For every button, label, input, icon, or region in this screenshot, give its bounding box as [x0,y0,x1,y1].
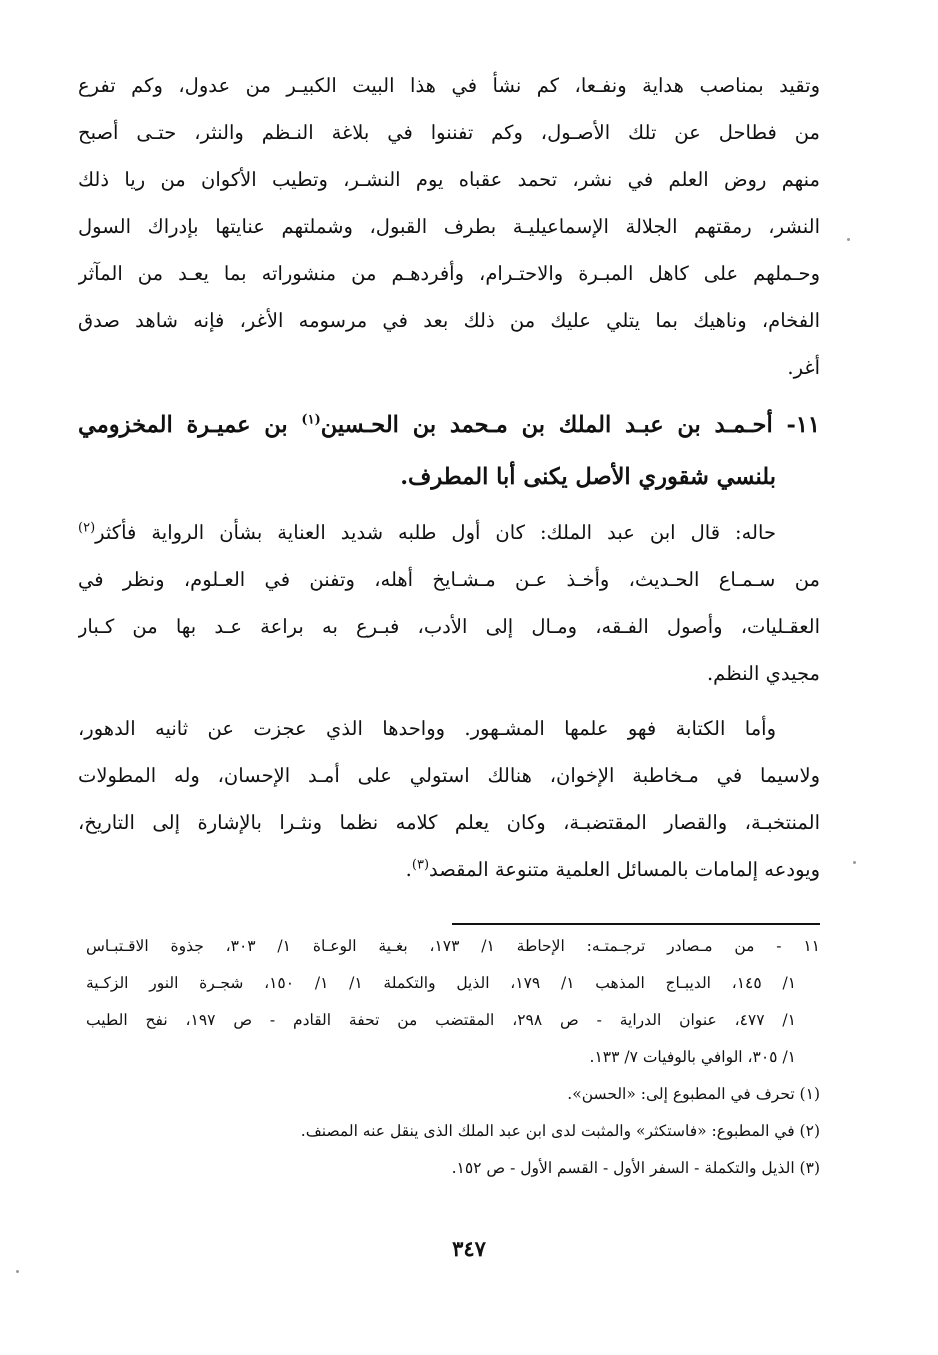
text-line: المنتخبـة، والقصار المقتضبـة، وكان يعلم كلامه نظما ونثـرا بالإشارة إلى التاريخ، [78,811,820,834]
heading-text: ١١- أحـمـد بن عبـد الملك بن مـحمد بن الحـسين [320,412,820,438]
page-number: ٣٤٧ [452,1236,486,1261]
text-line: أغر. [787,356,820,379]
text-line: مجيدي النظم. [706,662,820,685]
text-line: العقـليات، وأصول الفـقه، ومـال إلى الأدب، فبـرع به براعة عـد بها من كـبار [78,615,820,638]
text-line: وتقيد بمناصب هداية ونفـعا، كم نشأ في هذا البيت الكبيـر من عدول، وكم تفرع [78,74,820,97]
text-line: من فطاحل عن تلك الأصـول، وكم تفننوا في بلاغة النـظم والنثر، حتـى أصبح [78,121,820,144]
scan-speck [847,238,850,241]
text-line [78,846,820,893]
paragraph-intro [78,62,820,391]
text-line [78,509,820,556]
footnote-line: (٢) في المطبوع: «فاستكثر» والمثبت لدى ابن عبد الملك الذى ينقل عنه المصنف. [300,1122,820,1140]
page-body [78,62,820,893]
footnote-line: ١/ ٣٠٥، الوافي بالوفيات ٧/ ١٣٣. [589,1048,796,1066]
text-run: ويودعه إلمامات بالمسائل العلمية متنوعة المقصد [429,858,820,881]
footnotes [86,928,820,1187]
paragraph-writing [78,705,820,893]
footnote-separator [452,923,820,925]
heading-line: بلنسي شقوري الأصل يكنى أبا المطرف. [400,464,776,490]
text-line: النشر، رمقتهم الجلالة الإسماعيليـة بطرف القبول، وشملتهم عنايتها بإدراك السول [78,215,820,238]
entry-heading [78,399,820,503]
scan-speck [16,1270,19,1273]
footnote-line: ١/ ١٤٥، الديبـاج المذهب ١/ ١٧٩، الذيل والتكملة ١/ ١/ ١٥٠، شجـرة النور الزكـية [86,974,797,992]
footnote-line: (٣) الذيل والتكملة - السفر الأول - القسم الأول - ص ١٥٢. [451,1159,820,1177]
text-line: وأما الكتابة فهو علمها المشـهور. وواحدها الذي عجزت عن ثانيه الدهور، [78,717,776,740]
footnote-marker: (١) [301,412,321,428]
text-line: الفخام، وناهيك بما يتلي عليك من ذلك بعد في مرسومه الأغر، فإنه شاهد صدق [78,309,820,332]
text-line: وحـملهم على كاهل المبـرة والاحتـرام، وأفردهـم من منشوراته بما يعـد من المآثر [78,262,820,285]
footnote-line: (١) تحرف في المطبوع إلى: «الحسن». [567,1085,820,1103]
footnote-line: ١١ - من مـصادر ترجـمتـه: الإحاطة ١/ ١٧٣، بغـية الوعـاة ١/ ٣٠٣، جذوة الاقـتبـاس [86,937,820,955]
text-line: ولاسيما في مـخاطبة الإخوان، هنالك استولي على أمـد الإحسان، وله المطولات [78,764,820,787]
text-run: حاله: قال ابن عبد الملك: كان أول طلبه شديد العناية بشأن الرواية فأكثر [95,521,776,544]
text-run: . [405,858,412,881]
scan-speck [853,861,856,864]
footnote-marker: (٣) [411,857,430,873]
footnote-line: ١/ ٤٧٧، عنوان الدراية - ص ٢٩٨، المقتضب من تحفة القادم - ص ١٩٧، نفح الطيب [86,1011,796,1029]
text-line: منهم روض العلم في نشر، تحمد عقباه يوم النشـر، وتطيب الأكوان من ريا ذلك [78,168,820,191]
footnote-marker: (٢) [78,520,96,536]
text-line: من سـمـاع الحـديث، وأخـذ عـن مـشـايخ أهله، وتفنن في العـلوم، ونظر في [78,568,820,591]
heading-text: بن عميـرة المخزومي [78,412,302,438]
paragraph-biography [78,509,820,697]
heading-line [78,399,820,451]
